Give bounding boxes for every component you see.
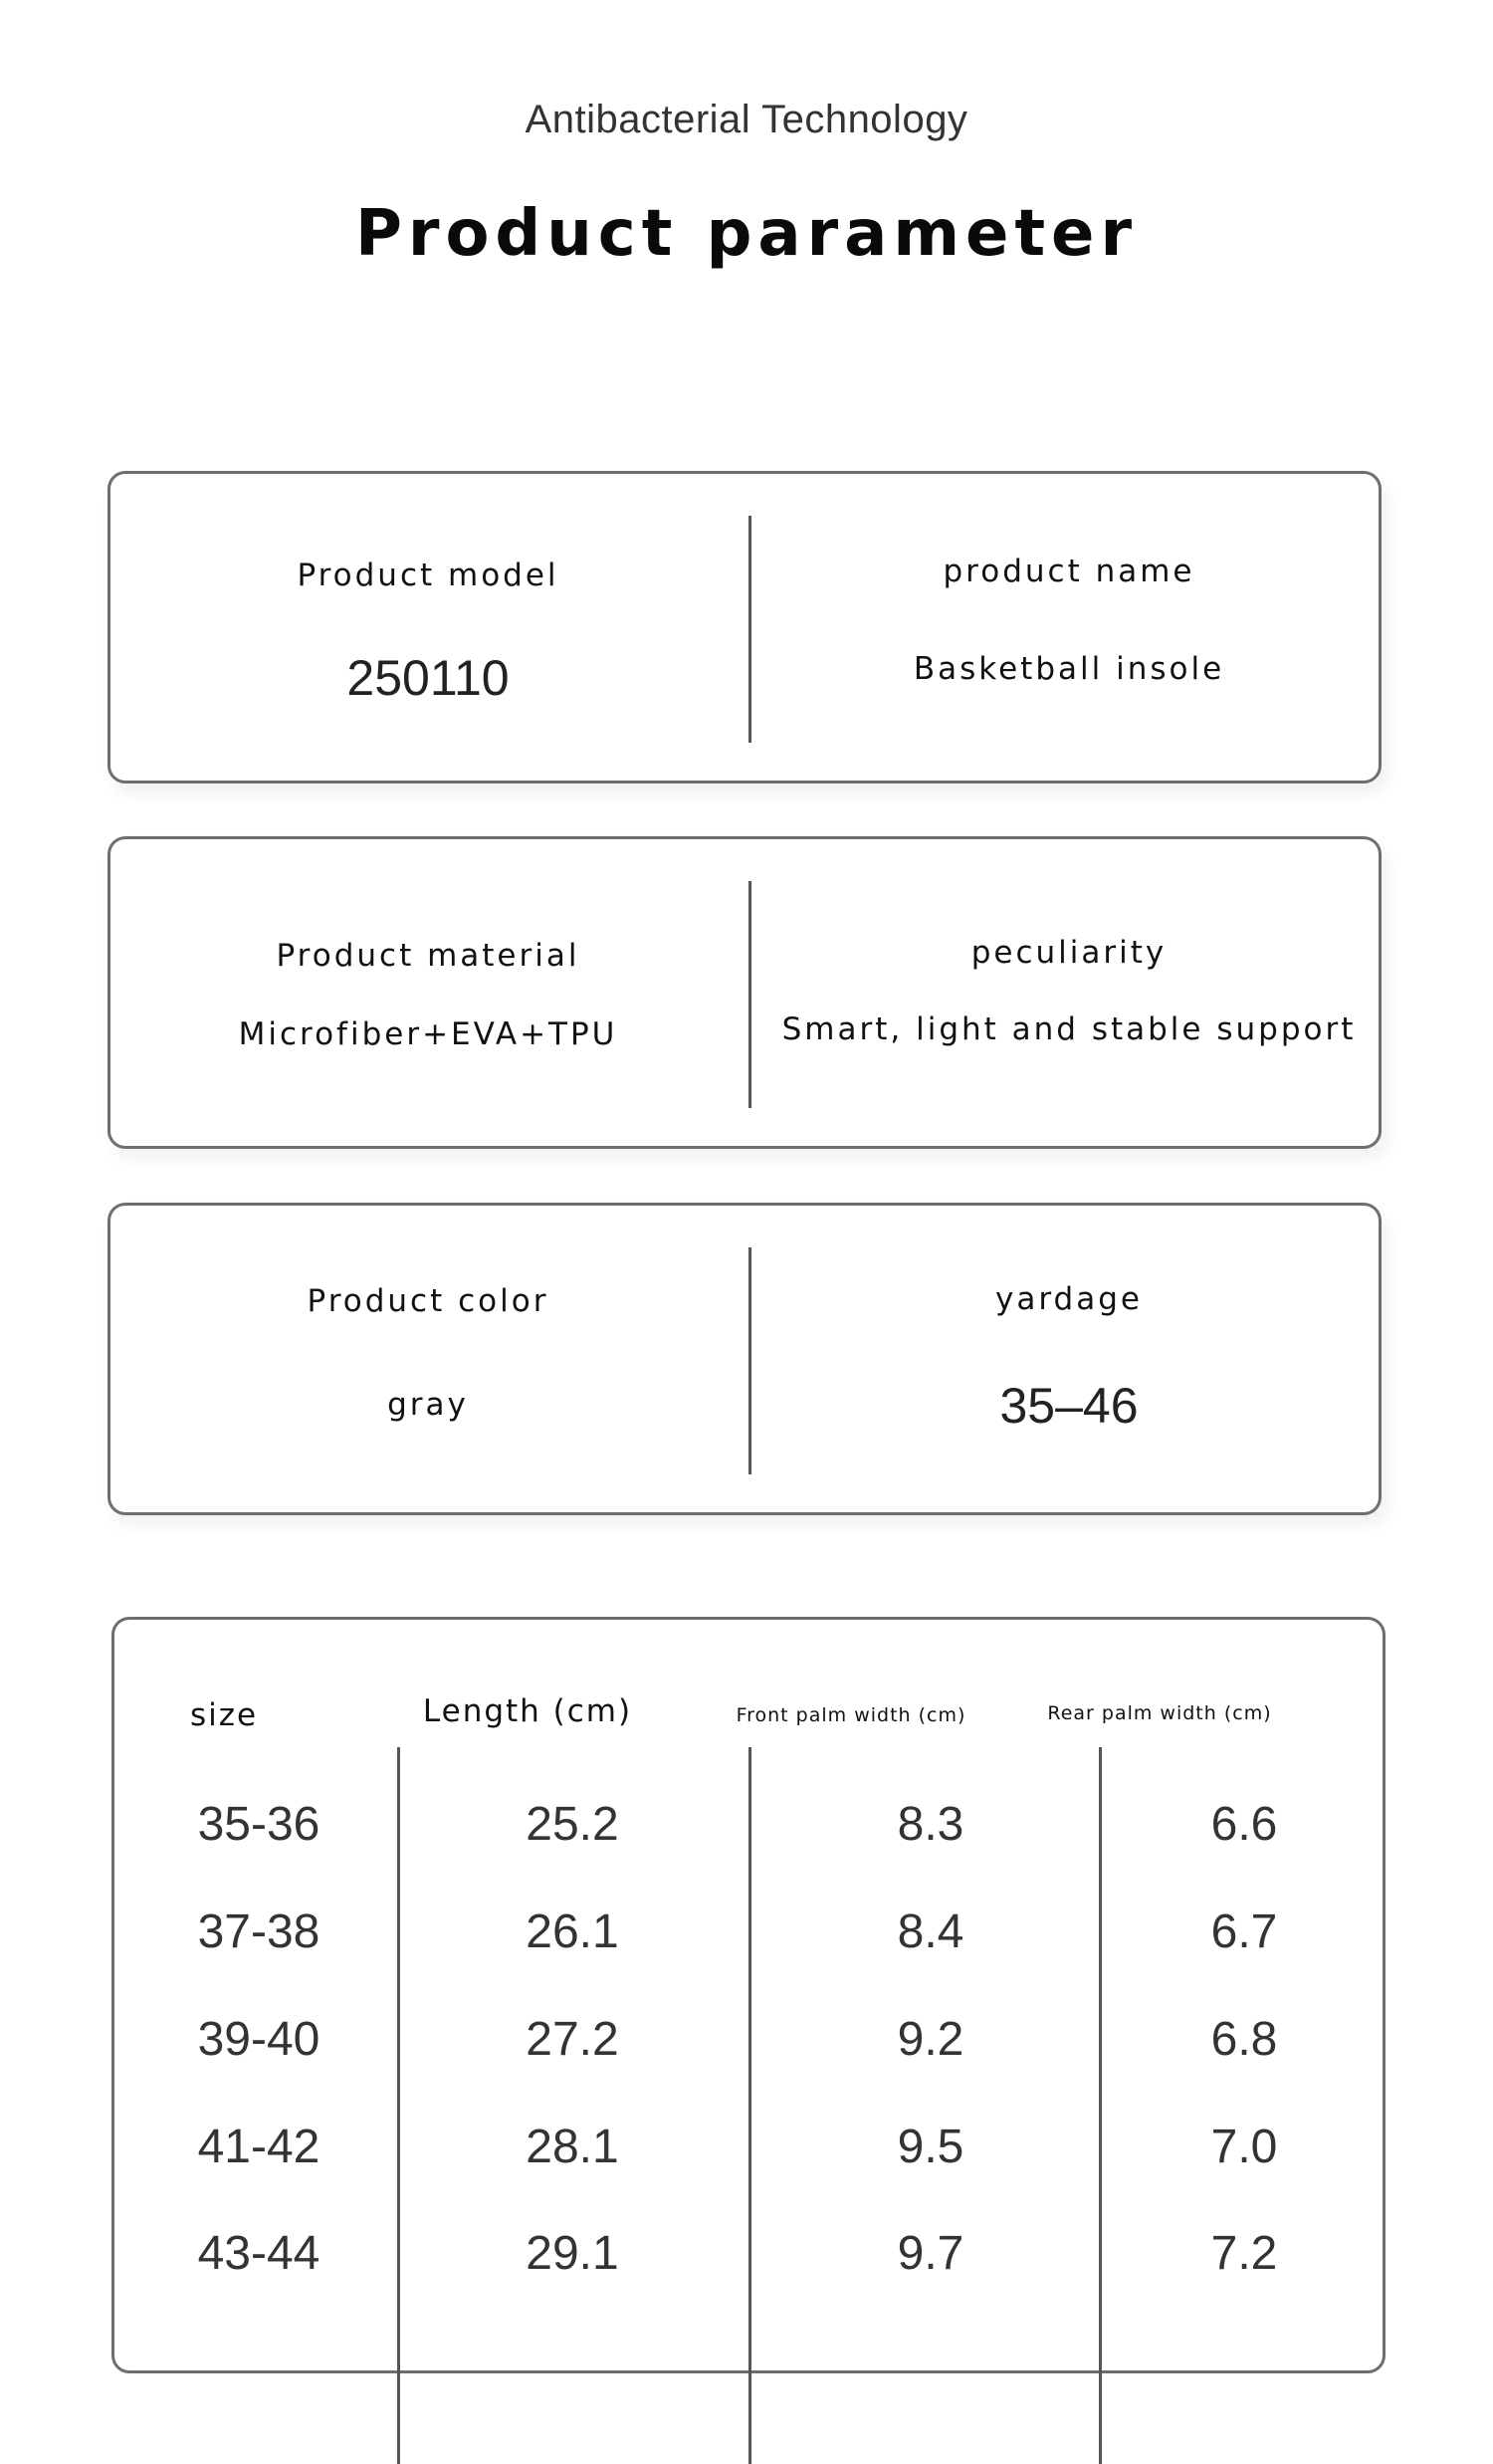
table-column-divider xyxy=(397,1747,400,2464)
table-cell-length: 29.1 xyxy=(526,2227,619,2280)
param-value-model: 250110 xyxy=(346,650,510,706)
table-header-size: size xyxy=(189,1697,259,1733)
table-cell-front-width: 8.4 xyxy=(897,1905,964,1958)
table-cell-size: 35-36 xyxy=(197,1798,320,1851)
table-cell-size: 43-44 xyxy=(197,2227,320,2280)
table-cell-rear-width: 7.0 xyxy=(1210,2121,1278,2173)
param-value-name: Basketball insole xyxy=(913,651,1225,687)
param-cell-yardage xyxy=(751,1206,1386,1512)
table-column-divider xyxy=(1099,1747,1102,2464)
param-cell-color xyxy=(110,1206,746,1512)
param-value-material: Microfiber+EVA+TPU xyxy=(238,1016,618,1052)
param-cell-name xyxy=(751,474,1386,781)
table-header-rear-palm-width: Rear palm width (cm) xyxy=(1047,1702,1272,1724)
table-cell-size: 37-38 xyxy=(197,1905,320,1958)
table-cell-front-width: 9.7 xyxy=(897,2227,964,2280)
table-cell-front-width: 9.5 xyxy=(897,2121,964,2173)
size-table xyxy=(111,1617,1386,2373)
table-cell-rear-width: 6.8 xyxy=(1210,2013,1278,2066)
param-label-yardage: yardage xyxy=(995,1281,1143,1317)
table-cell-length: 25.2 xyxy=(526,1798,619,1851)
table-header-front-palm-width: Front palm width (cm) xyxy=(736,1704,966,1726)
param-card-model-name xyxy=(107,471,1382,784)
param-value-yardage: 35–46 xyxy=(999,1378,1139,1434)
param-card-material-peculiarity xyxy=(107,836,1382,1149)
table-cell-length: 27.2 xyxy=(526,2013,619,2066)
table-cell-length: 26.1 xyxy=(526,1905,619,1958)
table-cell-front-width: 8.3 xyxy=(897,1798,964,1851)
page-title: Product parameter xyxy=(354,197,1139,271)
param-cell-peculiarity xyxy=(751,839,1386,1146)
table-cell-rear-width: 7.2 xyxy=(1210,2227,1278,2280)
param-label-model: Product model xyxy=(297,558,559,593)
param-label-color: Product color xyxy=(307,1283,549,1319)
table-column-divider xyxy=(748,1747,751,2464)
param-label-name: product name xyxy=(943,554,1195,589)
table-cell-rear-width: 6.7 xyxy=(1210,1905,1278,1958)
table-cell-size: 39-40 xyxy=(197,2013,320,2066)
subtitle-antibacterial: Antibacterial Technology xyxy=(525,98,968,141)
param-cell-material xyxy=(110,839,746,1146)
table-cell-rear-width: 6.6 xyxy=(1210,1798,1278,1851)
param-label-peculiarity: peculiarity xyxy=(970,935,1168,971)
table-cell-front-width: 9.2 xyxy=(897,2013,964,2066)
table-header-length: Length (cm) xyxy=(422,1693,633,1729)
param-cell-model xyxy=(110,474,746,781)
table-cell-length: 28.1 xyxy=(526,2121,619,2173)
param-value-peculiarity: Smart, light and stable support xyxy=(781,1011,1357,1047)
table-cell-size: 41-42 xyxy=(197,2121,320,2173)
param-card-color-yardage xyxy=(107,1203,1382,1515)
param-value-color: gray xyxy=(387,1387,469,1423)
param-label-material: Product material xyxy=(276,938,580,974)
